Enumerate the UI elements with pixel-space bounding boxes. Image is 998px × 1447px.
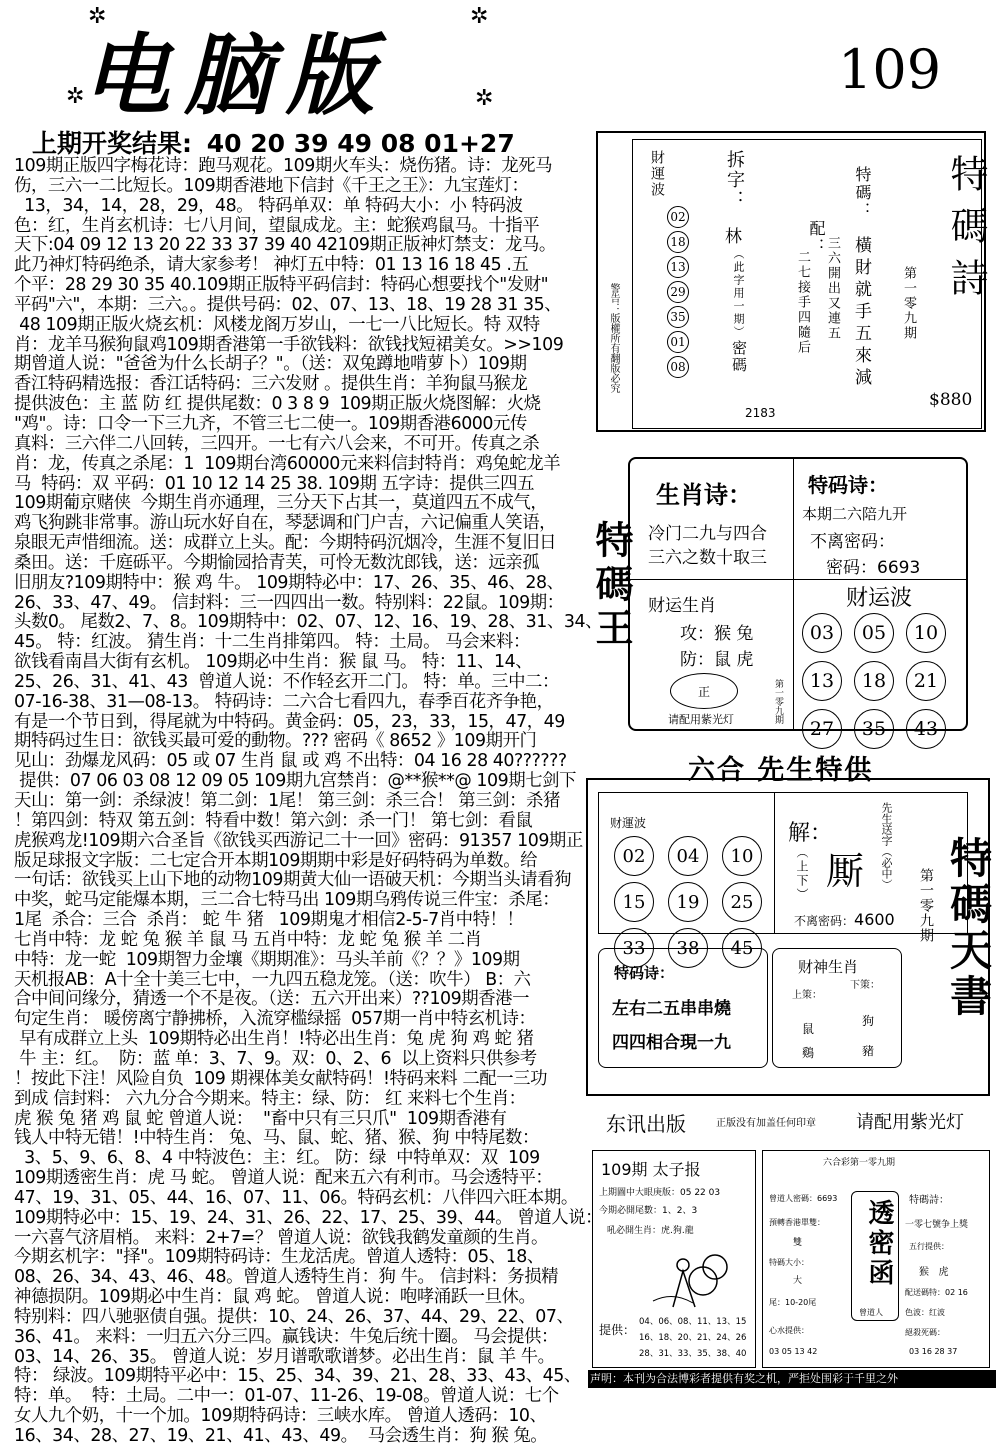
mima-row bbox=[826, 553, 920, 578]
body-line: 13，34，14，28，29，48。 特码单双：单 特码大小：小 特码波 bbox=[14, 195, 523, 216]
body-line: ！第四剑：特双 第五剑：特看中数！第六剑：杀一门！ 第七剑：看鼠 bbox=[14, 810, 533, 831]
body-line: 109期葡京赌侠 今期生肖亦通理，三分天下占其一，莫道四五不成气， bbox=[14, 493, 548, 514]
body-line: 109期透密生肖：虎 马 蛇。 曾道人说：配来五六有利市。马会透特平： bbox=[14, 1168, 553, 1189]
body-line: 一句话：欲钱买上山下地的动物109期黄大仙一语破天机：今期当头请看狗 bbox=[14, 870, 572, 891]
issue-number: 109 bbox=[838, 38, 942, 101]
body-line: 虎猴鸡龙!109期六合圣旨《欲钱买西游记二十一回》密码：91357 109期正 bbox=[14, 830, 583, 851]
body-line: 03、14、26、35。 曾道人说：岁月谱歌歌谱梦。必出生肖：鼠 羊 牛。 bbox=[14, 1346, 555, 1367]
disclaimer-bar bbox=[588, 1370, 996, 1388]
body-line: 天机报AB：A十全十美三七中，一九四五稳龙笼。（送：吹牛） B：六 bbox=[14, 969, 531, 990]
supply-line-1: 04、06、08、11、13、15 bbox=[639, 1317, 747, 1327]
left-line-3-value: 大 bbox=[793, 1276, 803, 1286]
xia-2: 豬 bbox=[862, 1044, 875, 1058]
number-ball: 13 bbox=[802, 661, 842, 701]
body-line: 特别料：四八驰驱债自强。提供：10、24、26、37、44、29、22、07、 bbox=[14, 1306, 574, 1327]
body-line: 旧朋友?109期特中：猴 鸡 牛。 109期特必中：17、26、35、46、28、 bbox=[14, 572, 564, 593]
xiansheng-label: 先生送字（必中） bbox=[880, 802, 893, 890]
body-line: 今期玄机字："择"。109期特码诗：生龙活虎。曾道人透特：05、18、 bbox=[14, 1247, 544, 1268]
toumihan-box bbox=[762, 1150, 990, 1368]
caishen-label: 财神生肖 bbox=[798, 958, 859, 976]
chai-zi-note: （此字用一期） bbox=[732, 248, 745, 339]
bulimima-row bbox=[794, 910, 895, 929]
tema-poem-label: 特码诗： bbox=[614, 964, 675, 982]
result-label: 上期开奖结果: bbox=[32, 129, 192, 158]
body-line: 马 特码：双 平码：01 10 12 14 25 38. 109期 五字诗：提供三四五 bbox=[14, 473, 535, 494]
body-line: 45。 特：红波。 猜生肖：十二生肖排第四。 特：土局。 马会来料： bbox=[14, 632, 530, 653]
body-line: 中奖，蛇马定能爆本期，三二合七特马出 109期乌鸦传说三件宝：杀尾： bbox=[14, 890, 560, 911]
number-ball: 35 bbox=[667, 306, 689, 328]
number-ball: 05 bbox=[854, 613, 894, 653]
body-line: 泉眼无声惜细流。送：成群立上头。配：今期特码沉烟冷，生涯不复旧日 bbox=[14, 533, 557, 554]
jie-char: 厮 bbox=[826, 849, 865, 893]
bulimima-label: 不离密码： bbox=[794, 914, 855, 928]
supply-line-3: 28、31、33、35、38、40 bbox=[639, 1349, 747, 1359]
body-line: 特：单。 特：土局。二中一：01-07、11-26、19-08。曾道人说：七个 bbox=[14, 1386, 559, 1407]
mima-label: 密码： bbox=[826, 558, 877, 578]
issue-label: 第一零九期 bbox=[901, 266, 916, 341]
number-ball: 33 bbox=[614, 928, 654, 968]
body-line: 伤，三六一二比短长。109期香港地下信封《千王之王》：九宝莲灯： bbox=[14, 175, 529, 196]
warning-note: 警告：版權所有翻版必究 bbox=[608, 283, 619, 393]
supply-line-2: 16、18、20、21、24、26 bbox=[639, 1333, 747, 1343]
toumihan-sub: 曾道人 bbox=[859, 1308, 883, 1317]
body-line: 早有成群立上头 109期特必出生肖！!特必出生肖：兔 虎 狗 鸡 蛇 猪 bbox=[14, 1029, 534, 1050]
pei-text-1: 三六開出又連五 bbox=[825, 236, 840, 341]
code-number: 2183 bbox=[745, 406, 776, 420]
caiyunbo-balls bbox=[802, 613, 962, 749]
number-ball: 29 bbox=[667, 281, 689, 303]
body-line: 肖：龙羊马猴狗鼠鸡109期香港第一手欲钱料：欲钱找短裙美女。>>109 bbox=[14, 334, 564, 355]
pei-text-2: 二七接手四隨后 bbox=[795, 250, 810, 355]
body-line: 神德损阴。109期必中生肖：鼠 鸡 蛇。 曾道人说：咆哮涌跃一旦休。 bbox=[14, 1287, 536, 1308]
jie-label: 解： bbox=[788, 821, 833, 846]
body-text-column bbox=[14, 156, 603, 1446]
mima-label: 密碼 bbox=[730, 340, 748, 374]
jie-sub: （上下） bbox=[795, 846, 809, 902]
toumihan-header: 六合彩第一零九期 bbox=[823, 1158, 896, 1168]
number-ball: 02 bbox=[614, 836, 654, 876]
body-line: 女人九个奶，十一个加。109期特码诗：三峡水库。 曾道人透码：10、 bbox=[14, 1406, 547, 1427]
tema-poem-title: 特码诗： bbox=[808, 473, 888, 497]
number-ball: 35 bbox=[854, 709, 894, 749]
body-line: 天山：第一剑：杀绿波！第二剑：1尾！ 第三剑：杀三合！ 第三剑：杀猪 bbox=[14, 791, 560, 811]
number-ball: 02 bbox=[667, 206, 689, 228]
taizibao-box bbox=[592, 1150, 756, 1368]
body-line: 08、26、34、43、46、48。曾道人透特生肖：狗 牛。 信封料：务损精 bbox=[14, 1267, 559, 1288]
body-line: 欲钱看南昌大街有玄机。 109期必中生肖：猴 鼠 马。 特：11、14、 bbox=[14, 652, 533, 673]
body-line: 26、33、47、49。 信封料：三一四四出一数。特别料：22鼠。109期： bbox=[14, 592, 564, 613]
tema-label: 特碼： bbox=[853, 166, 872, 220]
shang-2: 鷄 bbox=[802, 1046, 815, 1060]
poem-line-1: 左右二五串串燒 bbox=[612, 999, 731, 1019]
right-line-5: 配送碼特：02 16 bbox=[905, 1288, 968, 1297]
left-line-5: 心水提供： bbox=[769, 1326, 809, 1335]
number-ball: 13 bbox=[667, 256, 689, 278]
cartoon-figure-icon bbox=[643, 1241, 743, 1311]
left-line-3: 特碼大小： bbox=[769, 1258, 809, 1267]
body-line: 1尾 杀合：三合 杀肖： 蛇 牛 猪 109期鬼才相信2-5-7肖中特！！ bbox=[14, 910, 524, 931]
body-line: 平码"六"，本期：三六。。提供号码：02、07、13、18、19 28 31 35、 bbox=[14, 294, 562, 315]
wang-box bbox=[628, 457, 968, 740]
taizibao-line-1: 上期圖中大眼庚版：05 22 03 bbox=[599, 1188, 721, 1198]
body-line: 47、19、31、05、44、16、07、11、06。特码玄机：八伴四六旺本期。 bbox=[14, 1187, 578, 1208]
star-icon: ✲ bbox=[470, 4, 489, 29]
left-line-2: 預轉香港單雙： bbox=[769, 1218, 825, 1227]
number-ball: 18 bbox=[854, 661, 894, 701]
body-line: 真料：三六伴二八回转，三四开。一七有六八会来，不可开。传真之杀 bbox=[14, 433, 540, 454]
number-ball: 10 bbox=[906, 613, 946, 653]
mima-value: 6693 bbox=[877, 558, 921, 578]
star-icon: ✲ bbox=[88, 4, 107, 29]
number-ball: 21 bbox=[906, 661, 946, 701]
number-ball: 03 bbox=[802, 613, 842, 653]
body-line: 版足球报文字版：二七定合开本期109期期中彩是好码特码为单数。给 bbox=[14, 850, 538, 871]
chai-zi-label: 拆字： bbox=[724, 150, 745, 210]
right-line-3: 五行提供： bbox=[909, 1242, 949, 1251]
body-line: 七肖中特：龙 蛇 兔 猴 羊 鼠 马 五肖中特：龙 蛇 兔 猴 羊 二肖 bbox=[14, 929, 482, 950]
body-line: 中特：龙一蛇 109期智力金壤《期期准》：马头羊前《？？》109期 bbox=[14, 949, 520, 970]
dongxun-label: 东讯出版 bbox=[606, 1112, 686, 1136]
caiyunbo-title: 财运波 bbox=[846, 586, 913, 611]
number-ball: 08 bbox=[667, 356, 689, 378]
number-ball: 15 bbox=[614, 882, 654, 922]
body-line: 钱人中特无错！!中特生肖： 兔、马、鼠、蛇、猪、猴、狗 中特尾数： bbox=[14, 1128, 539, 1149]
liuhe-box bbox=[586, 778, 993, 1096]
masthead-title: 电脑版 bbox=[82, 23, 389, 127]
liuhe-header: 六合 先生特供 bbox=[688, 755, 874, 786]
body-line: 牛 主：红。 防：蓝 单：3、7、9。双：0、2、6 以上资料只供参考 bbox=[14, 1048, 537, 1069]
left-line-2-value: 雙 bbox=[793, 1238, 803, 1248]
caiyunbo-label: 财運波 bbox=[610, 816, 647, 830]
body-line: 此乃神灯特码绝杀，请大家参考！ 神灯五中特：01 13 16 18 45 .五 bbox=[14, 255, 529, 276]
tianshu-issue: 第一零九期 bbox=[918, 868, 934, 943]
right-line-6: 色波：红波 bbox=[905, 1308, 945, 1317]
body-line: 一六喜气济眉梢。 来料：2+7=？ 曾道人说：欲钱我鹤发童颜的生肖。 bbox=[14, 1227, 548, 1248]
tema-poem-title: 特碼詩 bbox=[944, 154, 988, 310]
body-line: 天下:04 09 12 13 20 22 33 37 39 40 42109期正版神灯禁支：龙马。 bbox=[14, 235, 556, 256]
chai-zi-char: 林 bbox=[725, 227, 742, 247]
body-line: 句定生肖： 暖傍离宁静拂桥，入流穿槛绿摇 057期一肖中特玄机诗： bbox=[14, 1009, 536, 1030]
body-line: 16、34、28、27、19、21、41、43、49。 马会透生肖：狗 猴 兔。 bbox=[14, 1426, 548, 1446]
caiyun-shengxiao-title: 财运生肖 bbox=[648, 596, 716, 616]
disclaimer-text: 声明：本刊为合法博彩者提供有奖之机，严拒处围彩于千里之外 bbox=[590, 1372, 898, 1385]
number-ball: 27 bbox=[802, 709, 842, 749]
zhengban-note: 正版没有加盖任何印章 bbox=[716, 1118, 816, 1129]
body-line: 提供波色：主 蓝 防 红 提供尾数：0 3 8 9 109期正版火烧图解：火烧 bbox=[14, 394, 541, 415]
body-line: 合中间问缘分，猜透一个不是夜。（送：五六开出来）??109期香港一 bbox=[14, 989, 530, 1010]
body-line: 头数0。 尾数2、7、8。109期特中：02、07、12、16、19、28、31、34、 bbox=[14, 612, 603, 633]
left-line-5-value: 03 05 13 42 bbox=[769, 1347, 818, 1356]
stamp-seal bbox=[670, 673, 738, 709]
cai-yun-bo-balls bbox=[667, 206, 691, 378]
body-line: 期曾道人说："爸爸为什么长胡子？"。（送：双兔蹲地啃萝卜）109期 bbox=[14, 354, 527, 375]
body-line: 36、41。 来料：一归五六分三四。赢钱诀：牛兔后统十圈。 马会提供： bbox=[14, 1326, 558, 1347]
shengxiao-poem-line-2: 三六之数十取三 bbox=[648, 548, 767, 568]
right-line-1: 特碼詩： bbox=[909, 1195, 949, 1206]
body-line: "鸡"。诗：口令一下三九齐，不管三七二使一。109期香港6000元传 bbox=[14, 413, 527, 434]
purple-light-label: 请配用紫光灯 bbox=[856, 1112, 964, 1133]
result-line bbox=[32, 124, 515, 160]
taizibao-line-2: 今期必開尾數：1、2、3 bbox=[599, 1206, 698, 1216]
left-line-4: 尾：10-20尾 bbox=[769, 1298, 817, 1307]
supply-label: 提供： bbox=[599, 1323, 636, 1337]
body-line: 25、26、31、41、43 曾道人说：不作轻玄开二门。 特：单。三中二： bbox=[14, 671, 559, 692]
taizibao-title: 109期 太子报 bbox=[601, 1160, 701, 1179]
pei-label: 配： bbox=[807, 220, 826, 256]
right-line-4: 猴 虎 bbox=[919, 1267, 949, 1278]
number-ball: 25 bbox=[722, 882, 762, 922]
body-line: 109期正版四字梅花诗：跑马观花。109期火车头：烧伤猪。诗：龙死马 bbox=[14, 156, 553, 176]
right-line-7: 絕殺死碼： bbox=[905, 1328, 945, 1337]
body-line: 提供：07 06 03 08 12 09 05 109期九宫禁肖：@**猴**@ 109期七剑下 bbox=[14, 771, 577, 792]
issue-vertical: 第一零九期 bbox=[773, 679, 783, 724]
number-ball: 45 bbox=[722, 928, 762, 968]
shengxiao-poem-title: 生肖诗： bbox=[656, 481, 752, 509]
body-line: 期特码过生日：欲钱买最可爱的動物。??? 密码《 8652 》109期开门 bbox=[14, 731, 537, 752]
shangce-label: 上策： bbox=[792, 990, 822, 1001]
number-ball: 38 bbox=[668, 928, 708, 968]
body-line: 香江特码精选报：香江话特码：三六发财 。提供生肖：羊狗鼠马猴龙 bbox=[14, 374, 528, 395]
tianshu-title: 特碼天書 bbox=[944, 836, 993, 1020]
fang-line: 防：鼠 虎 bbox=[680, 650, 754, 670]
star-icon: ✲ bbox=[66, 84, 85, 109]
right-line-7-value: 03 16 28 37 bbox=[909, 1347, 958, 1356]
right-line-2: 一零七號争上獎 bbox=[905, 1220, 969, 1230]
number-ball: 10 bbox=[722, 836, 762, 876]
body-line: 109期特必中：15、19、24、31、26、22、17、25、39、44。 曾道人说： bbox=[14, 1207, 603, 1228]
shengxiao-poem-line-1: 冷门二九与四合 bbox=[648, 524, 767, 544]
left-line-1: 曾道人密碼：6693 bbox=[769, 1194, 838, 1203]
tema-poem-text: 本期二六陪九开 bbox=[802, 505, 908, 523]
xiace-label: 下策： bbox=[850, 980, 880, 991]
toumihan-title: 透密函 bbox=[864, 1199, 894, 1289]
poem-line: 橫財就手五來減 bbox=[851, 236, 871, 390]
poem-line-2: 四四相合現一九 bbox=[612, 1033, 731, 1053]
body-line: 色：红，生肖玄机诗：七八月间，望鼠成龙。主：蛇猴鸡鼠马。十指平 bbox=[14, 215, 540, 236]
number-ball: 01 bbox=[667, 331, 689, 353]
body-line: 桑田。送：千庭砾平。今期愉园拾青芙，可怜无数沈郎钱，送：远亲孤 bbox=[14, 552, 540, 573]
number-ball: 43 bbox=[906, 709, 946, 749]
taizibao-line-3: 吼必開生肖：虎.狗.龍 bbox=[607, 1226, 694, 1236]
body-line: 07-16-38、31—08-13。 特码诗：二六合七看四九，春季百花齐争艳， bbox=[14, 691, 554, 712]
bulimima-label: 不离密码： bbox=[810, 532, 895, 552]
te-ma-wang-title: 特碼王 bbox=[589, 520, 633, 652]
bulimima-value: 4600 bbox=[854, 910, 895, 929]
body-line: 有是一个节日到，得尾就为中特码。黄金码：05，23，33，15，47，49 bbox=[14, 711, 565, 732]
tema-poem-box bbox=[596, 131, 986, 432]
number-ball: 19 bbox=[668, 882, 708, 922]
result-numbers: 40 20 39 49 08 01+27 bbox=[206, 129, 515, 158]
cai-yun-bo-label: 財運波 bbox=[649, 150, 665, 198]
number-ball: 04 bbox=[668, 836, 708, 876]
body-line: 到成 信封料： 六九分合今期来。特主：绿、防： 红 来料七个生肖： bbox=[14, 1088, 526, 1109]
xia-1: 狗 bbox=[862, 1014, 875, 1028]
body-line: 特： 绿波。109期特平必中：15、25、34、39、21、28、33、43、45、 bbox=[14, 1366, 581, 1387]
body-line: 个平：28 29 30 35 40.109期正版特平码信封：特码心想要找个"发财" bbox=[14, 275, 549, 296]
purple-light-note: 请配用紫光灯 bbox=[668, 713, 734, 726]
body-line: 虎 猴 兔 猪 鸡 鼠 蛇 曾道人说： "畜中只有三只爪" 109期香港有 bbox=[14, 1108, 507, 1129]
number-ball: 18 bbox=[667, 231, 689, 253]
shang-1: 鼠 bbox=[802, 1022, 815, 1036]
gong-line: 攻：猴 兔 bbox=[680, 624, 754, 644]
body-line: 肖：龙，传真之杀尾：1 109期台湾60000元来料信封特肖：鸡兔蛇龙羊 bbox=[14, 453, 561, 474]
stamp-text: 正 bbox=[697, 684, 710, 699]
body-line: 3、5、9、6、8、4 中特波色：主：红。 防：绿 中特单双：双 109 bbox=[14, 1148, 540, 1169]
price-label: $880 bbox=[929, 390, 973, 410]
body-line: 鸡飞狗跳非常事。游山玩水好自在，琴瑟调和门户吉，六记偏重人笑语， bbox=[14, 513, 557, 534]
star-icon: ✲ bbox=[475, 86, 494, 111]
body-line: ！按此下注！风险自负 109 期裸体美女献特码！!特码来料 二配一三功 bbox=[14, 1068, 548, 1089]
body-line: 见山：劲爆龙风码：05 或 07 生肖 鼠 或 鸡 不出特：04 16 28 40?????? bbox=[14, 751, 567, 772]
body-line: 48 109期正版火烧玄机：风楼龙阁万岁山，一七一八比短长。特 双特 bbox=[14, 314, 540, 335]
